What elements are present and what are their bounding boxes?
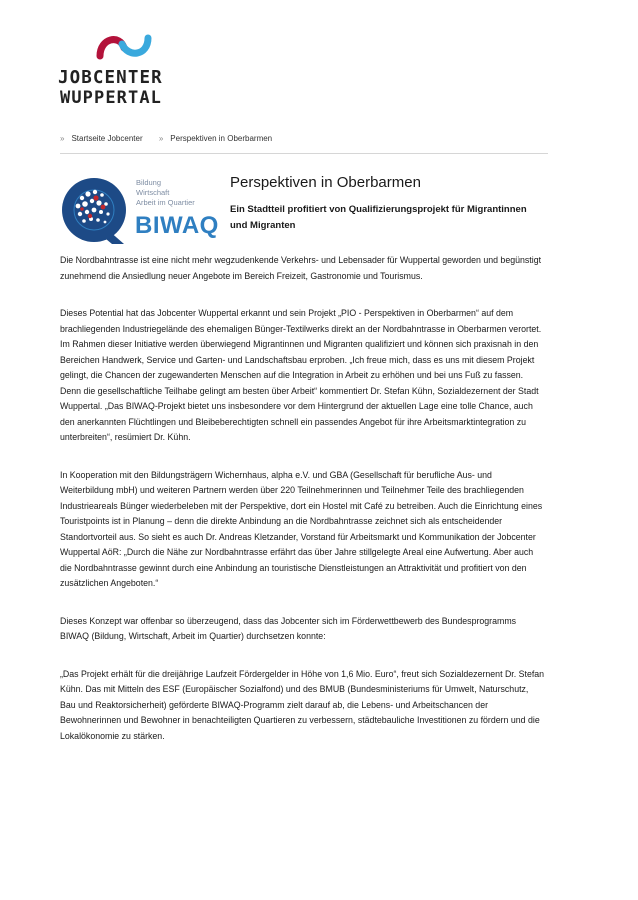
biwaq-line-2: Wirtschaft	[136, 188, 170, 197]
article-paragraph: Dieses Potential hat das Jobcenter Wuppertal erkannt und sein Projekt „PIO - Perspektiven in Oberbarmen“ auf dem brachliegenden Industriegelände des ehemaligen Bünger-Textilwerks direkt an der Nordbahntrasse in Oberbarmen verortet. Im Rahmen dieser Initiative werden überwiegend Migrantinnen und Migranten qualifiziert und können sich praxisnah in den Bereichen Handwerk, Service und Garten- und Landschaftsbau erproben. „Ich freue mich, dass es uns mit diesem Projekt gelingt, die Chancen der zugewanderten Menschen auf die Integration in Arbeit zu erhöhen und bei uns Fuß zu fassen. Denn die gesellschaftliche Teilhabe gelingt am besten über Arbeit“ kommentiert Dr. Stefan Kühn, Sozialdezernent der Stadt Wuppertal. „Das BIWAQ-Projekt bietet uns insbesondere vor dem Hintergrund der aktuellen Lage eine tolle Chance, auch den anerkannten Flüchtlingen und Bleibeberechtigten schnell ein passendes Angebot für ihre Arbeitsmarktintegration zu unterbreiten“, resümiert Dr. Kühn.	[60, 308, 542, 442]
breadcrumb-label: Startseite Jobcenter	[71, 134, 143, 143]
breadcrumb-label: Perspektiven in Oberbarmen	[170, 134, 273, 143]
breadcrumb	[60, 134, 286, 143]
article-title: Perspektiven in Oberbarmen	[230, 174, 421, 191]
article-paragraph: Die Nordbahntrasse ist eine nicht mehr wegzudenkende Verkehrs- und Lebensader für Wuppertal geworden und begünstigt zunehmend die Ansiedlung neuer Angebote im Bereich Freizeit, Gastronomie und Tourismus.	[60, 255, 542, 281]
article-subtitle: Ein Stadtteil profitiert von Qualifizierungsprojekt für Migrantinnen und Migranten	[230, 204, 527, 231]
article-body	[60, 253, 546, 766]
logo-swoosh-icon	[94, 30, 154, 64]
biwaq-line-3: Arbeit im Quartier	[136, 198, 195, 207]
chevron-right-icon: »	[60, 134, 65, 143]
logo-text-line1: JOBCENTER	[58, 68, 163, 88]
biwaq-line-1: Bildung	[136, 178, 162, 187]
article-paragraph: In Kooperation mit den Bildungsträgern Wichernhaus, alpha e.V. und GBA (Gesellschaft für berufliche Aus- und Weiterbildung mbH) und weiteren Partnern werden über 220 Teilnehmerinnen und Teilnehmer Teile des brachliegenden Industrieareals Bünger wiederbeleben mit der Perspektive, dort ein Hostel mit Café zu betreiben. Auch die Einrichtung eines Touristpoints ist in Planung – denn die direkte Anbindung an die Nordbahntrasse zeichnet sich als entscheidender Standortvorteil aus. So sieht es auch Dr. Andreas Kletzander, Vorstand für Arbeitsmarkt und Kommunikation der Jobcenter Wuppertal AöR: „Durch die Nähe zur Nordbahntrasse erfährt das über Jahre stillgelegte Areal eine Aufwertung. Aber auch die Nordbahntrasse gewinnt durch eine Anbindung an touristische Dienstleistungen an Attraktivität und profitiert von den zusätzlichen Angeboten.“	[60, 469, 543, 588]
breadcrumb-item-home[interactable]	[60, 134, 150, 143]
article-paragraph: Dieses Konzept war offenbar so überzeugend, dass das Jobcenter sich im Förderwettbewerb des Bundesprogramms BIWAQ (Bildung, Wirtschaft, Arbeit im Quartier) durchsetzen konnte:	[60, 615, 517, 641]
breadcrumb-item-current[interactable]	[159, 134, 279, 143]
article-paragraph: „Das Projekt erhält für die dreijährige Laufzeit Fördergelder in Höhe von 1,6 Mio. Euro“, freut sich Sozialdezernent Dr. Stefan Kühn. Das mit Mitteln des ESF (Europäischer Sozialfond) und des BMUB (Bundesministeriums für Umwelt, Naturschutz, Bau und Reaktorsicherheit) geförderte BIWAQ-Programm zielt darauf ab, die Lebens- und Arbeitschancen der Bewohnerinnen und Bewohner in benachteiligten Quartieren zu verbessern, städtebauliche Investitionen zu fördern und die Lokalökonomie zu stärken.	[60, 668, 545, 741]
biwaq-brand: BIWAQ	[135, 212, 219, 239]
biwaq-logo	[60, 176, 219, 246]
logo-text-line2: WUPPERTAL	[60, 88, 163, 108]
chevron-right-icon: »	[158, 134, 164, 143]
jobcenter-logo[interactable]	[58, 30, 198, 110]
divider	[60, 153, 548, 154]
